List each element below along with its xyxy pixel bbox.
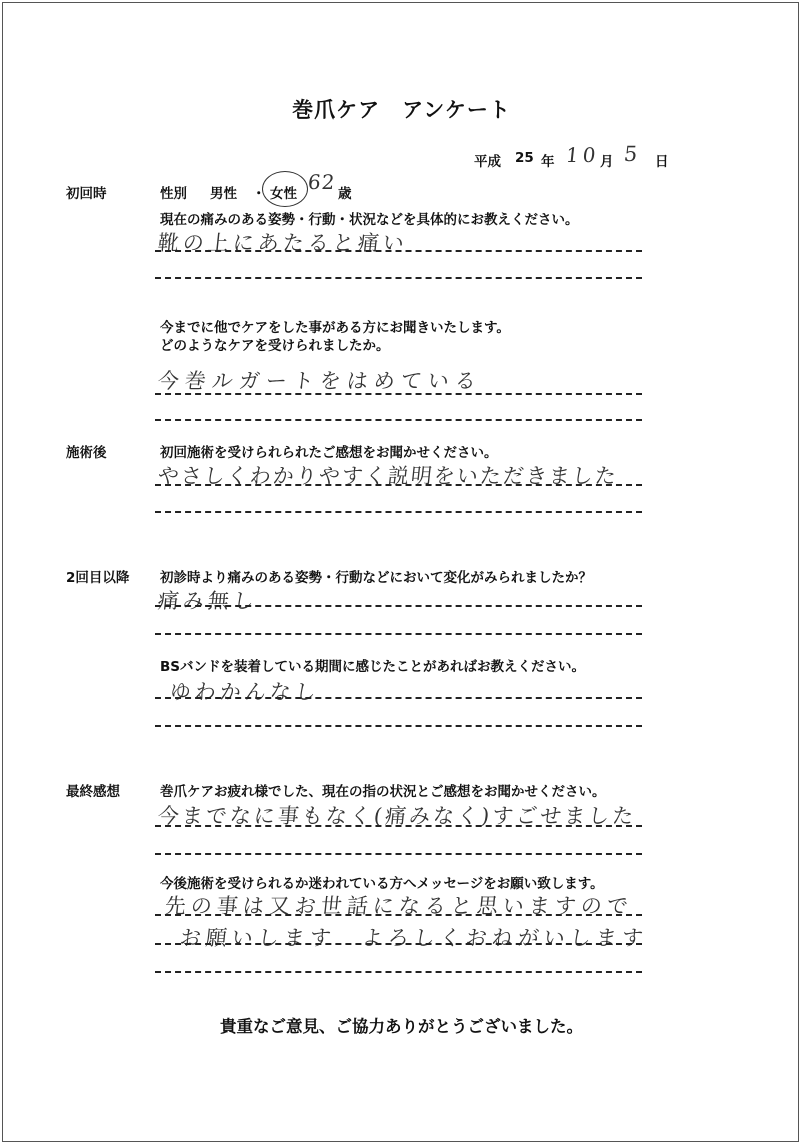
closing-message: 貴重なご意見、ご協力ありがとうございました。 — [220, 1017, 583, 1036]
question-final-2: 今後施術を受けられるか迷われている方へメッセージをお願い致します。 — [160, 876, 604, 892]
gender-female: 女性 — [270, 186, 297, 202]
answer-line — [155, 484, 642, 486]
answer-final-1: 今までなに事もなく(痛みなく)すごせました — [156, 804, 638, 828]
date-day-unit: 日 — [655, 154, 669, 170]
answer-initial-2: 今巻ルガートをはめている — [156, 369, 484, 393]
gender-male: 男性 — [210, 186, 237, 202]
age-unit: 歳 — [338, 186, 352, 202]
answer-line — [155, 250, 642, 252]
question-second-2: BSバンドを装着している期間に感じたことがあればお教えください。 — [160, 659, 586, 675]
answer-line — [155, 419, 642, 421]
date-month-handwritten: 10 — [564, 143, 601, 167]
section-label-second: 2回目以降 — [66, 570, 130, 586]
survey-title: 巻爪ケア アンケート — [292, 98, 511, 122]
answer-line — [155, 725, 642, 727]
date-month-unit: 月 — [600, 154, 614, 170]
age-handwritten: 62 — [306, 170, 337, 194]
gender-separator: ・ — [252, 186, 266, 202]
answer-after-1: やさしくわかりやすく説明をいただきました — [156, 464, 620, 488]
answer-second-2: ゆわかんなし — [168, 680, 322, 704]
answer-line — [155, 853, 642, 855]
answer-initial-1: 靴の上にあたると痛い — [156, 231, 410, 255]
answer-line — [155, 605, 642, 607]
section-label-after: 施術後 — [66, 445, 107, 461]
question-after-1: 初回施術を受けられられたご感想をお聞かせください。 — [160, 445, 498, 461]
answer-line — [155, 393, 642, 395]
section-label-final: 最終感想 — [66, 784, 120, 800]
answer-final-2-line1: 先の事は又お世話になると思いますので — [163, 894, 635, 918]
question-initial-2: 今までに他でケアをした事がある方にお聞きいたします。 — [160, 320, 510, 336]
question-initial-1: 現在の痛みのある姿勢・行動・状況などを具体的にお教えください。 — [160, 212, 579, 228]
answer-second-1: 痛み無し — [156, 589, 260, 613]
date-day-handwritten: 5 — [622, 142, 643, 166]
answer-line — [155, 914, 642, 916]
answer-line — [155, 825, 642, 827]
answer-line — [155, 633, 642, 635]
question-final-1: 巻爪ケアお疲れ様でした、現在の指の状況とご感想をお聞かせください。 — [160, 784, 606, 800]
female-selected-circle — [262, 171, 308, 207]
question-second-1: 初診時より痛みのある姿勢・行動などにおいて変化がみられましたか？ — [160, 570, 592, 586]
answer-line — [155, 971, 642, 973]
question-initial-2b: どのようなケアを受けられましたか。 — [160, 338, 390, 354]
date-year: 25 — [515, 150, 534, 166]
gender-label: 性別 — [160, 186, 187, 202]
section-label-initial: 初回時 — [66, 186, 107, 202]
answer-line — [155, 697, 642, 699]
answer-final-2-line2: お願いします よろしくおねがいします — [178, 926, 650, 950]
answer-line — [155, 943, 642, 945]
date-era: 平成 — [474, 154, 501, 170]
answer-line — [155, 277, 642, 279]
date-year-unit: 年 — [541, 154, 555, 170]
answer-line — [155, 511, 642, 513]
